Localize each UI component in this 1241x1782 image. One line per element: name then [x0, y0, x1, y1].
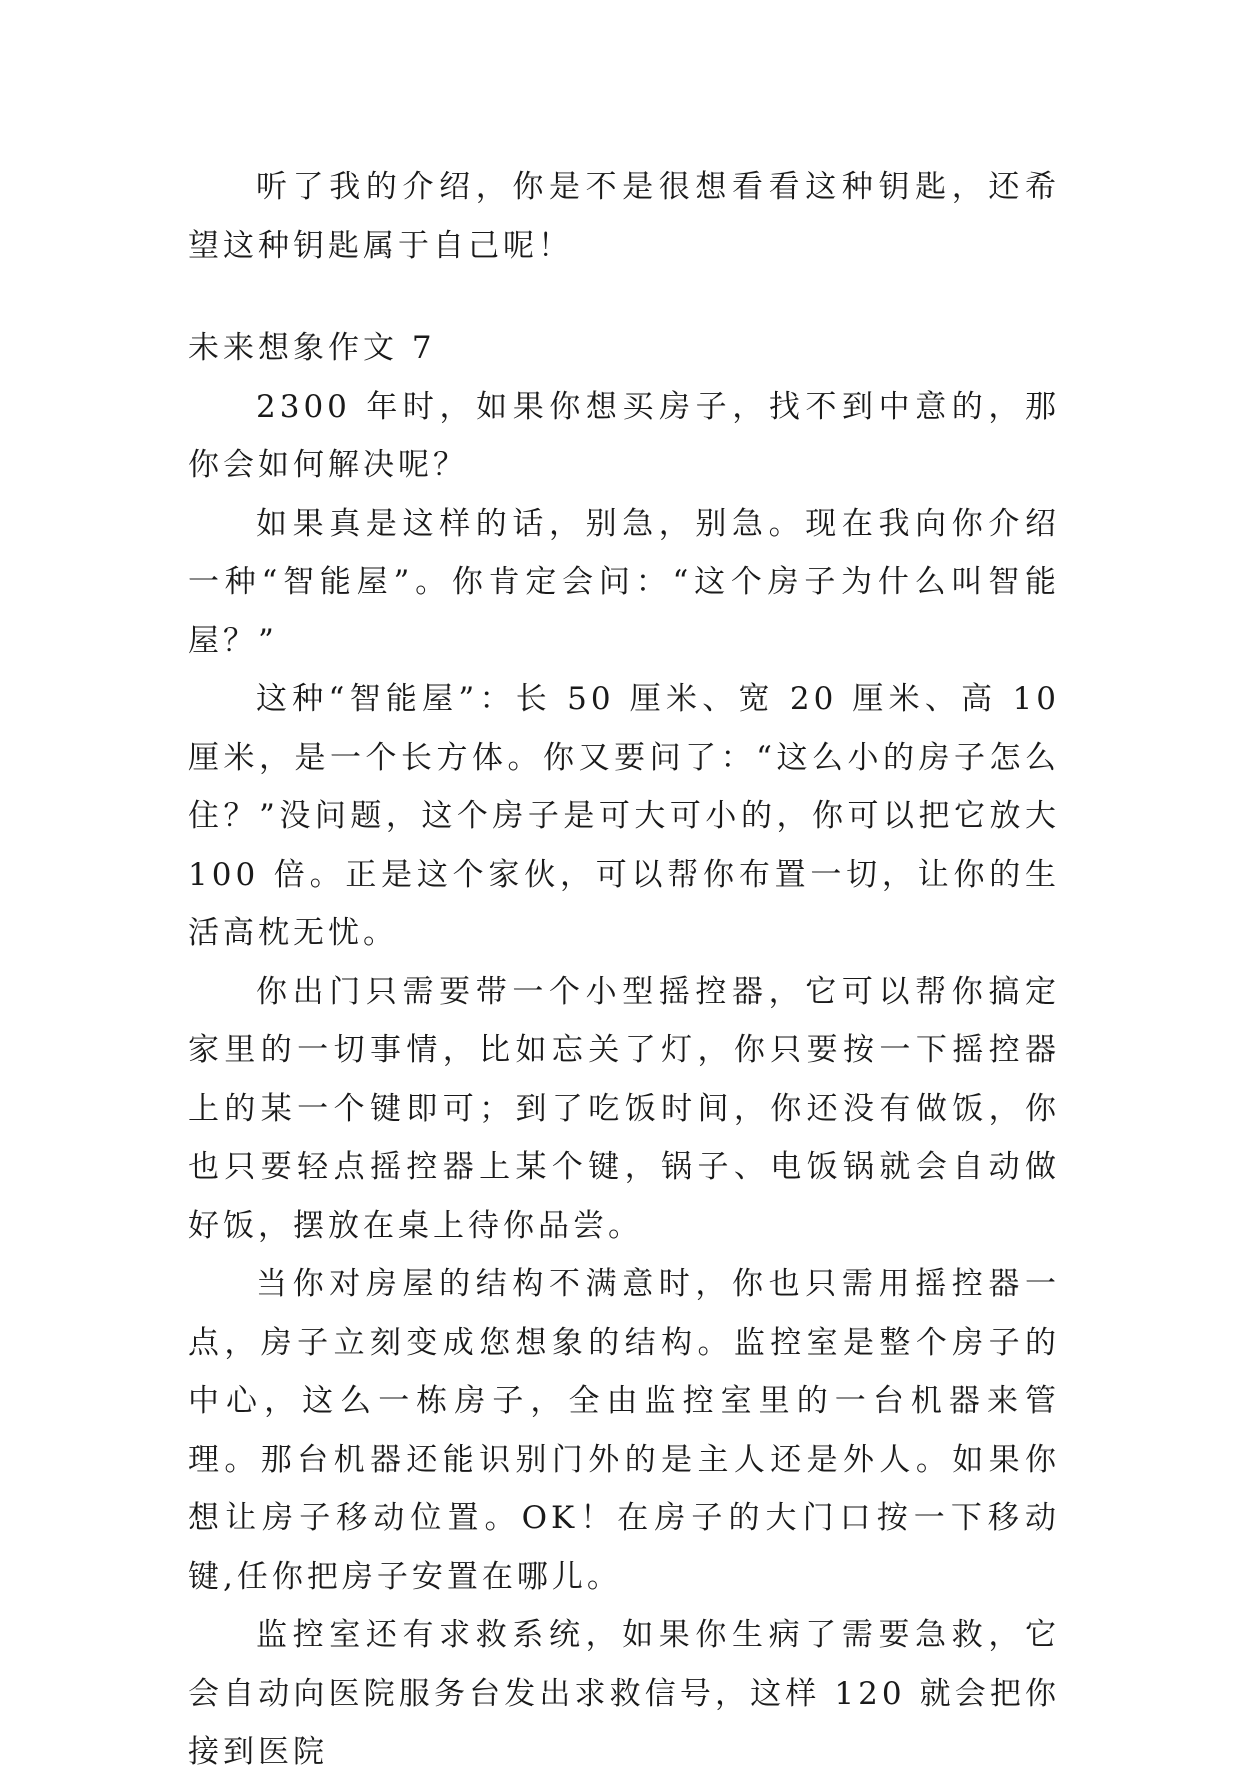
paragraph-6: 监控室还有求救系统，如果你生病了需要急救，它会自动向医院服务台发出求救信号，这样 120 就会把你接到医院: [188, 1617, 1060, 1770]
paragraph-1: 2300 年时，如果你想买房子，找不到中意的，那你会如何解决呢？: [188, 388, 1060, 483]
intro-paragraph: 听了我的介绍，你是不是很想看看这种钥匙，还希望这种钥匙属于自己呢！: [188, 169, 1060, 264]
paragraph-5: 当你对房屋的结构不满意时，你也只需用摇控器一点，房子立刻变成您想象的结构。监控室是整个房子的中心，这么一栋房子，全由监控室里的一台机器来管理。那台机器还能识别门外的是主人还是外人。如果你想让房子移动位置。OK！在房子的大门口按一下移动键,任你把房子安置在哪儿。: [188, 1266, 1060, 1595]
paragraph-3: 这种“智能屋”：长 50 厘米、宽 20 厘米、高 10 厘米，是一个长方体。你又要问了：“这么小的房子怎么住？”没问题，这个房子是可大可小的，你可以把它放大 100 倍。正是这个家伙，可以帮你布置一切，让你的生活高枕无忧。: [188, 681, 1060, 951]
paragraph-4: 你出门只需要带一个小型摇控器，它可以帮你搞定家里的一切事情，比如忘关了灯，你只要按一下摇控器上的某一个键即可；到了吃饭时间，你还没有做饭，你也只要轻点摇控器上某个键，锅子、电饭锅就会自动做好饭，摆放在桌上待你品尝。: [188, 973, 1060, 1244]
section-title: 未来想象作文 7: [188, 330, 436, 366]
paragraph-2: 如果真是这样的话，别急，别急。现在我向你介绍一种“智能屋”。你肯定会问：“这个房子为什么叫智能屋？”: [188, 505, 1060, 659]
document-body: [188, 158, 1060, 1782]
